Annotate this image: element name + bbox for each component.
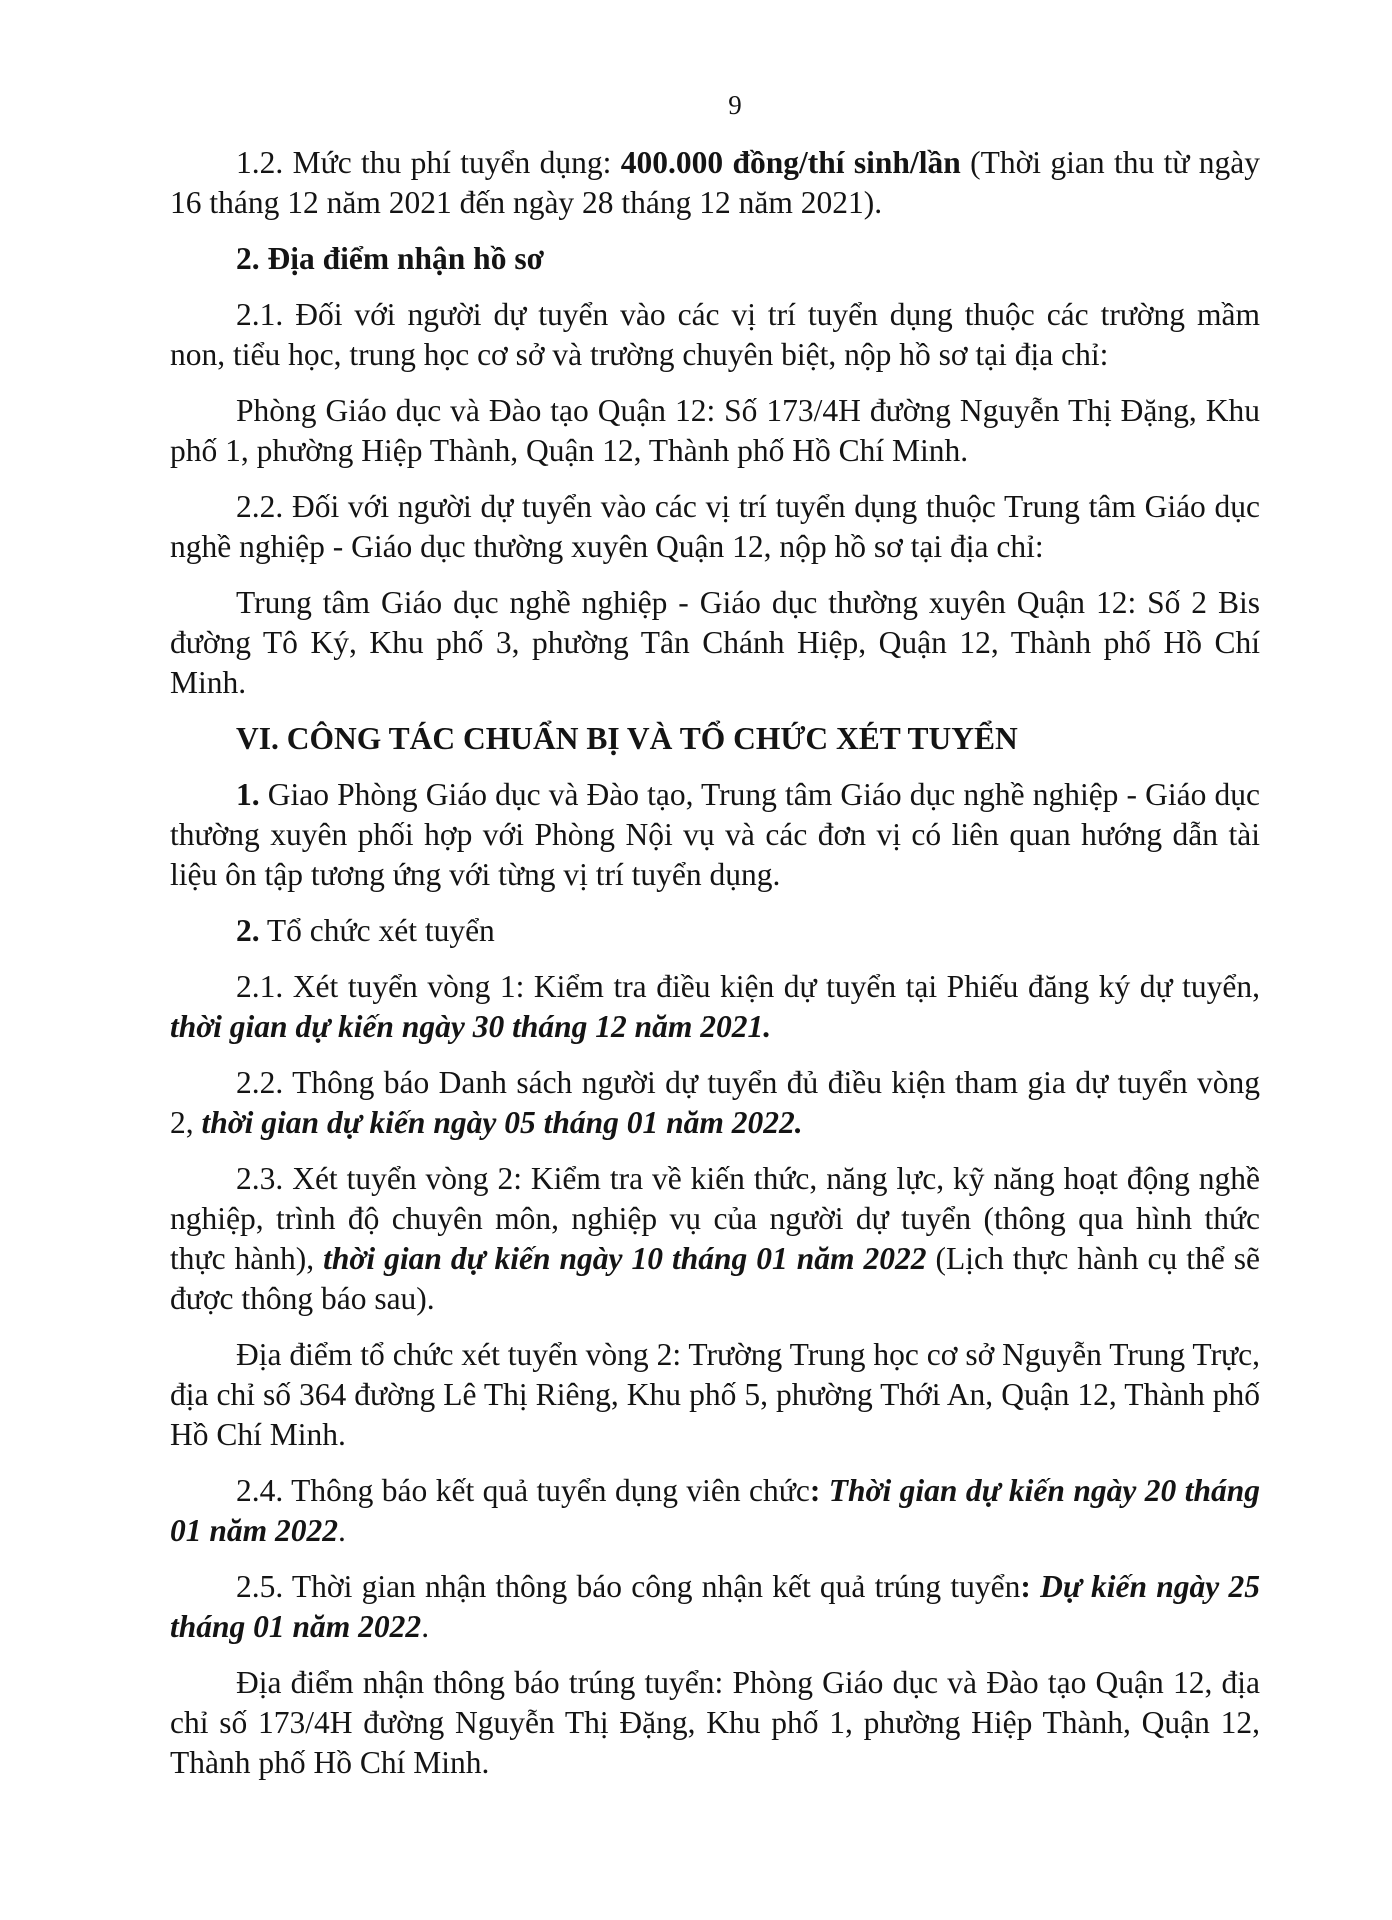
recognition-text: 2.5. Thời gian nhận thông báo công nhận kết quả trúng tuyển: [236, 1569, 1021, 1604]
paragraph-vi-1: [170, 775, 1260, 895]
round2-note: (Lịch thực hành cụ thể sẽ được thông báo sau).: [170, 1241, 1260, 1316]
heading-section-vi: VI. CÔNG TÁC CHUẨN BỊ VÀ TỔ CHỨC XÉT TUYỂN: [236, 721, 1018, 756]
fee-text: 1.2. Mức thu phí tuyển dụng:: [236, 145, 621, 180]
paragraph-notice-location: Địa điểm nhận thông báo trúng tuyển: Phòng Giáo dục và Đào tạo Quận 12, địa chỉ số 173/4H đường Nguyễn Thị Đặng, Khu phố 1, phường Hiệp Thành, Quận 12, Thành phố Hồ Chí Minh.: [170, 1665, 1260, 1780]
paragraph-2-2: 2.2. Đối với người dự tuyển vào các vị trí tuyển dụng thuộc Trung tâm Giáo dục nghề nghiệp - Giáo dục thường xuyên Quận 12, nộp hồ sơ tại địa chỉ:: [170, 489, 1260, 564]
results-colon: :: [809, 1473, 821, 1508]
results-period: .: [338, 1513, 346, 1548]
paragraph-2-4-results: [170, 1471, 1260, 1551]
item-number: 1.: [236, 777, 260, 812]
round1-date: thời gian dự kiến ngày 30 tháng 12 năm 2021.: [170, 1009, 772, 1044]
fee-period: (Thời gian thu từ ngày 16 tháng 12 năm 2021 đến ngày 28 tháng 12 năm 2021).: [170, 145, 1260, 220]
round2-text: 2.3. Xét tuyển vòng 2: Kiểm tra về kiến thức, năng lực, kỹ năng hoạt động nghề nghiệp, trình độ chuyên môn, nghiệp vụ của người dự tuyển (thông qua hình thức thực hành),: [170, 1161, 1260, 1276]
paragraph-2-2-list-notice: [170, 1063, 1260, 1143]
fee-amount: 400.000 đồng/thí sinh/lần: [620, 145, 961, 180]
page-number: 9: [728, 90, 742, 120]
item-number: 2.: [236, 913, 260, 948]
list-notice-date: thời gian dự kiến ngày 05 tháng 01 năm 2022.: [201, 1105, 803, 1140]
item-text: Tổ chức xét tuyển: [259, 913, 495, 948]
paragraph-round2-location: Địa điểm tổ chức xét tuyển vòng 2: Trường Trung học cơ sở Nguyễn Trung Trực, địa chỉ số 364 đường Lê Thị Riêng, Khu phố 5, phường Thới An, Quận 12, Thành phố Hồ Chí Minh.: [170, 1337, 1260, 1452]
item-text: Giao Phòng Giáo dục và Đào tạo, Trung tâm Giáo dục nghề nghiệp - Giáo dục thường xuyên phối hợp với Phòng Nội vụ và các đơn vị có liên quan hướng dẫn tài liệu ôn tập tương ứng với từng vị trí tuyển dụng.: [170, 777, 1260, 892]
address-vocational-center: Trung tâm Giáo dục nghề nghiệp - Giáo dục thường xuyên Quận 12: Số 2 Bis đường Tô Ký, Khu phố 3, phường Tân Chánh Hiệp, Quận 12, Thành phố Hồ Chí Minh.: [170, 585, 1260, 700]
heading-submission-location: 2. Địa điểm nhận hồ sơ: [236, 241, 545, 276]
paragraph-2-1: 2.1. Đối với người dự tuyển vào các vị trí tuyển dụng thuộc các trường mầm non, tiểu học, trung học cơ sở và trường chuyên biệt, nộp hồ sơ tại địa chỉ:: [170, 297, 1260, 372]
paragraph-fee: [170, 143, 1260, 223]
paragraph-2-1-round1: [170, 967, 1260, 1047]
round1-text: 2.1. Xét tuyển vòng 1: Kiểm tra điều kiện dự tuyển tại Phiếu đăng ký dự tuyển,: [236, 969, 1260, 1004]
paragraph-2-3-round2: [170, 1159, 1260, 1319]
round2-date: thời gian dự kiến ngày 10 tháng 01 năm 2022: [323, 1241, 927, 1276]
recognition-period: .: [421, 1609, 430, 1644]
paragraph-vi-2: [170, 911, 1260, 951]
results-text: 2.4. Thông báo kết quả tuyển dụng viên chức: [236, 1473, 810, 1508]
paragraph-2-5-recognition: [170, 1567, 1260, 1647]
recognition-date: Dự kiến ngày 25 tháng 01 năm 2022: [170, 1569, 1260, 1644]
list-notice-text: 2.2. Thông báo Danh sách người dự tuyển đủ điều kiện tham gia dự tuyển vòng 2,: [170, 1065, 1260, 1140]
results-date: Thời gian dự kiến ngày 20 tháng 01 năm 2022: [170, 1473, 1260, 1548]
recognition-colon: :: [1020, 1569, 1031, 1604]
address-education-office: Phòng Giáo dục và Đào tạo Quận 12: Số 173/4H đường Nguyễn Thị Đặng, Khu phố 1, phường Hiệp Thành, Quận 12, Thành phố Hồ Chí Minh.: [170, 393, 1260, 468]
